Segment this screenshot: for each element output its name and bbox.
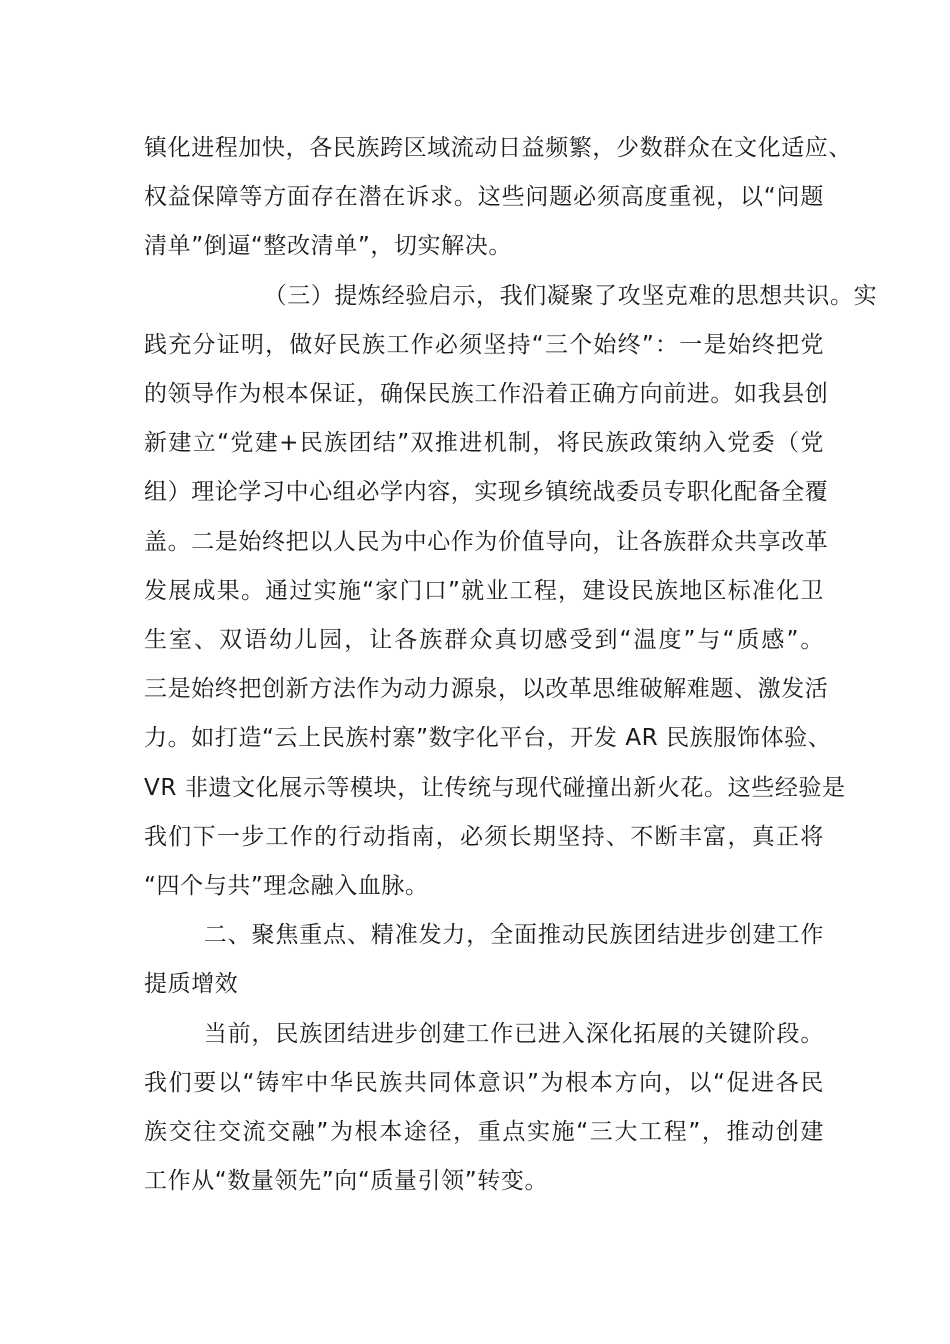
text-line: 三是始终把创新方法作为动力源泉，以改革思维破解难题、激发活 <box>144 676 829 703</box>
text-line: “四个与共”理念融入血脉。 <box>144 873 429 900</box>
text-line: 践充分证明，做好民族工作必须坚持“三个始终”：一是始终把党 <box>144 331 824 358</box>
text-line: 权益保障等方面存在潜在诉求。这些问题必须高度重视，以“问题 <box>144 184 824 211</box>
text-line: 工作从“数量领先”向“质量引领”转变。 <box>144 1168 549 1195</box>
text-line: 我们要以“铸牢中华民族共同体意识”为根本方向，以“促进各民 <box>144 1069 824 1096</box>
text-line: 我们下一步工作的行动指南，必须长期坚持、不断丰富，真正将 <box>144 823 824 850</box>
text-line: 发展成果。通过实施“家门口”就业工程，建设民族地区标准化卫 <box>144 577 824 604</box>
paragraph-4 <box>144 1010 824 1207</box>
text-line: 组）理论学习中心组必学内容，实现乡镇统战委员专职化配备全覆 <box>144 479 829 506</box>
paragraph-2 <box>144 272 878 912</box>
text-line: 二、聚焦重点、精准发力，全面推动民族团结进步创建工作 <box>203 922 824 949</box>
text-line: 力。如打造“云上民族村寨”数字化平台，开发 AR 民族服饰体验、 <box>144 725 832 752</box>
text-line: 生室、双语幼儿园，让各族群众真切感受到“温度”与“质感”。 <box>144 627 824 654</box>
text-line: 的领导作为根本保证，确保民族工作沿着正确方向前进。如我县创 <box>144 381 829 408</box>
text-line: VR 非遗文化展示等模块，让传统与现代碰撞出新火花。这些经验是 <box>144 774 846 801</box>
text-line: 镇化进程加快，各民族跨区域流动日益频繁，少数群众在文化适应、 <box>144 135 852 161</box>
text-line: （三）提炼经验启示，我们凝聚了攻坚克难的思想共识。实 <box>263 282 878 309</box>
text-line: 当前，民族团结进步创建工作已进入深化拓展的关键阶段。 <box>203 1020 824 1047</box>
section-heading <box>144 911 824 1009</box>
body-text <box>144 124 878 1206</box>
text-line: 族交往交流交融”为根本途径，重点实施“三大工程”，推动创建 <box>144 1119 824 1146</box>
paragraph-1 <box>144 124 852 272</box>
text-line: 清单”倒逼“整改清单”，切实解决。 <box>144 233 512 260</box>
text-line: 提质增效 <box>144 971 239 998</box>
text-line: 新建立“党建+民族团结”双推进机制，将民族政策纳入党委（党 <box>144 430 824 457</box>
text-line: 盖。二是始终把以人民为中心作为价值导向，让各族群众共享改革 <box>144 528 829 555</box>
